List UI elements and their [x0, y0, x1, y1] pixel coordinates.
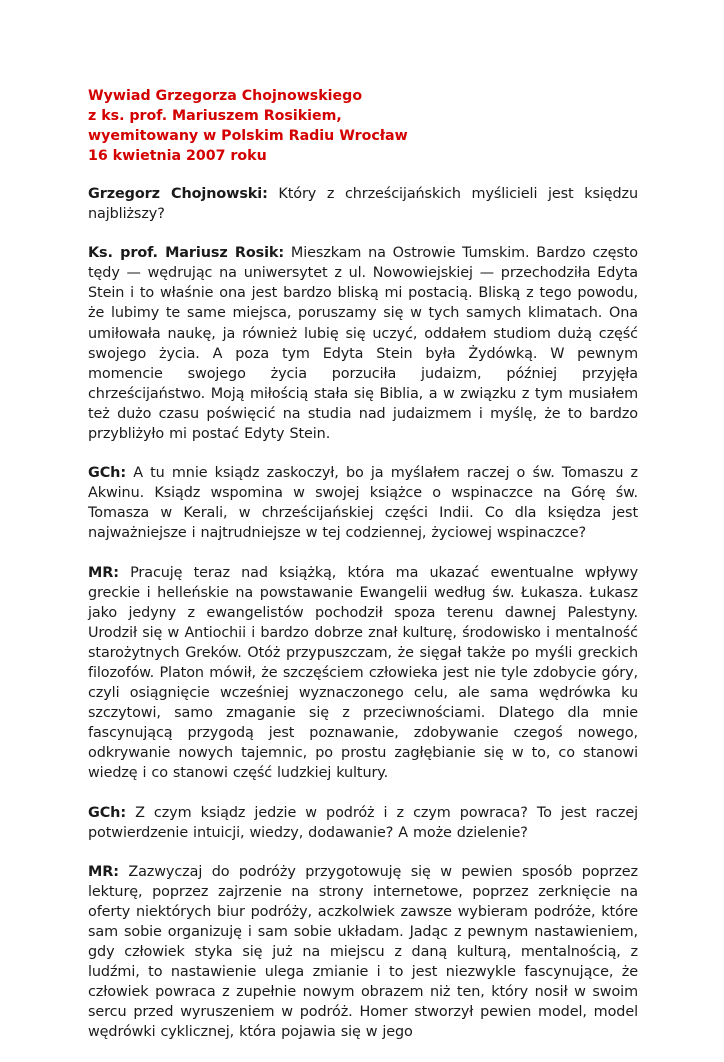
speaker-name: MR:: [88, 863, 119, 880]
title-line: wyemitowany w Polskim Radiu Wrocław: [88, 128, 408, 144]
speaker-name: GCh:: [88, 465, 126, 482]
paragraph-text: A tu mnie ksiądz zaskoczył, bo ja myślałem raczej o św. Tomaszu z Akwinu. Ksiądz wspomina w swojej książce o wspinaczce na Górę św. Tomasza w Kerali, w chrześcijańskiej części Indii. Co dla księdza jest najważniejsze i najtrudniejsze w tej codziennej, życiowej wspinaczce?: [88, 465, 638, 542]
paragraph-text: Mieszkam na Ostrowie Tumskim. Bardzo często tędy — wędrując na uniwersytet z ul. Nowowiejskiej — przechodziła Edyta Stein i to właśnie ona jest bardzo bliską mi postacią. Bliską z tego powodu, że lubimy te same miejsca, poruszamy się w tych samych klimatach. Ona umiłowała naukę, ja również lubię się uczyć, oddałem studiom dużą część swojego życia. A poza tym Edyta Stein była Żydówką. W pewnym momencie swojego życia porzuciła judaizm, później przyjęła chrześcijaństwo. Moją miłością stała się Biblia, a w związku z tym musiałem też dużo czasu poświęcić na studia nad judaizmem i myślę, że to bardzo przybliżyło mi postać Edyty Stein.: [88, 245, 639, 443]
document-title: [88, 86, 638, 166]
paragraph-text: Z czym ksiądz jedzie w podróż i z czym powraca? To jest raczej potwierdzenie intuicji, wiedzy, dodawanie? A może dzielenie?: [88, 804, 638, 841]
document-page: [88, 86, 638, 1062]
interview-paragraph: [88, 803, 638, 843]
interview-paragraph: [88, 463, 638, 543]
speaker-name: Ks. prof. Mariusz Rosik:: [88, 245, 285, 262]
title-line: z ks. prof. Mariuszem Rosikiem,: [88, 108, 342, 124]
paragraph-text: Który z chrześcijańskich myślicieli jest księdzu najbliższy?: [88, 186, 638, 223]
speaker-name: MR:: [88, 564, 119, 581]
speaker-name: Grzegorz Chojnowski:: [88, 186, 268, 202]
interview-paragraph: [88, 243, 638, 444]
title-line: 16 kwietnia 2007 roku: [88, 148, 267, 164]
interview-paragraph: [88, 563, 638, 784]
title-line: Wywiad Grzegorza Chojnowskiego: [88, 88, 363, 104]
interview-paragraph: [88, 184, 638, 224]
interview-paragraph: [88, 862, 638, 1043]
speaker-name: GCh:: [88, 804, 126, 821]
paragraph-text: Pracuję teraz nad książką, która ma ukazać ewentualne wpływy greckie i helleńskie na powstawanie Ewangelii według św. Łukasza. Łukasz jako jedyny z ewangelistów pochodził spoza terenu dawnej Palestyny. Urodził się w Antiochii i bardzo dobrze znał kulturę, środowisko i mentalność starożytnych Greków. Otóż przypuszczam, że sięgał także po myśli greckich filozofów. Platon mówił, że szczęściem człowieka jest nie tyle zdobycie góry, czyli osiągnięcie wcześniej wyznaczonego celu, ale sama wędrówka ku szczytowi, samo zmaganie się z przeciwnościami. Dlatego dla mnie fascynującą przygodą jest poznawanie, zdobywanie czegoś nowego, odkrywanie nowych tajemnic, po prostu zagłębianie się w to, co stanowi wiedzę i co stanowi część ludzkiej kultury.: [88, 564, 638, 782]
paragraph-text: Zazwyczaj do podróży przygotowuję się w pewien sposób poprzez lekturę, poprzez zajrzenie na strony internetowe, poprzez zerknięcie na oferty niektórych biur podróży, aczkolwiek zawsze wybieram podróże, które sam sobie organizuję i sam sobie układam. Jadąc z pewnym nastawieniem, gdy człowiek styka się już na miejscu z daną kulturą, mentalnością, z ludźmi, to nastawienie ulega zmianie i to jest niezwykle fascynujące, że człowiek powraca z zupełnie nowym obrazem niż ten, który nosił w swoim sercu przed wyruszeniem w podróż. Homer stworzył pewien model, model wędrówki cyklicznej, która pojawia się w jego: [88, 863, 638, 1041]
